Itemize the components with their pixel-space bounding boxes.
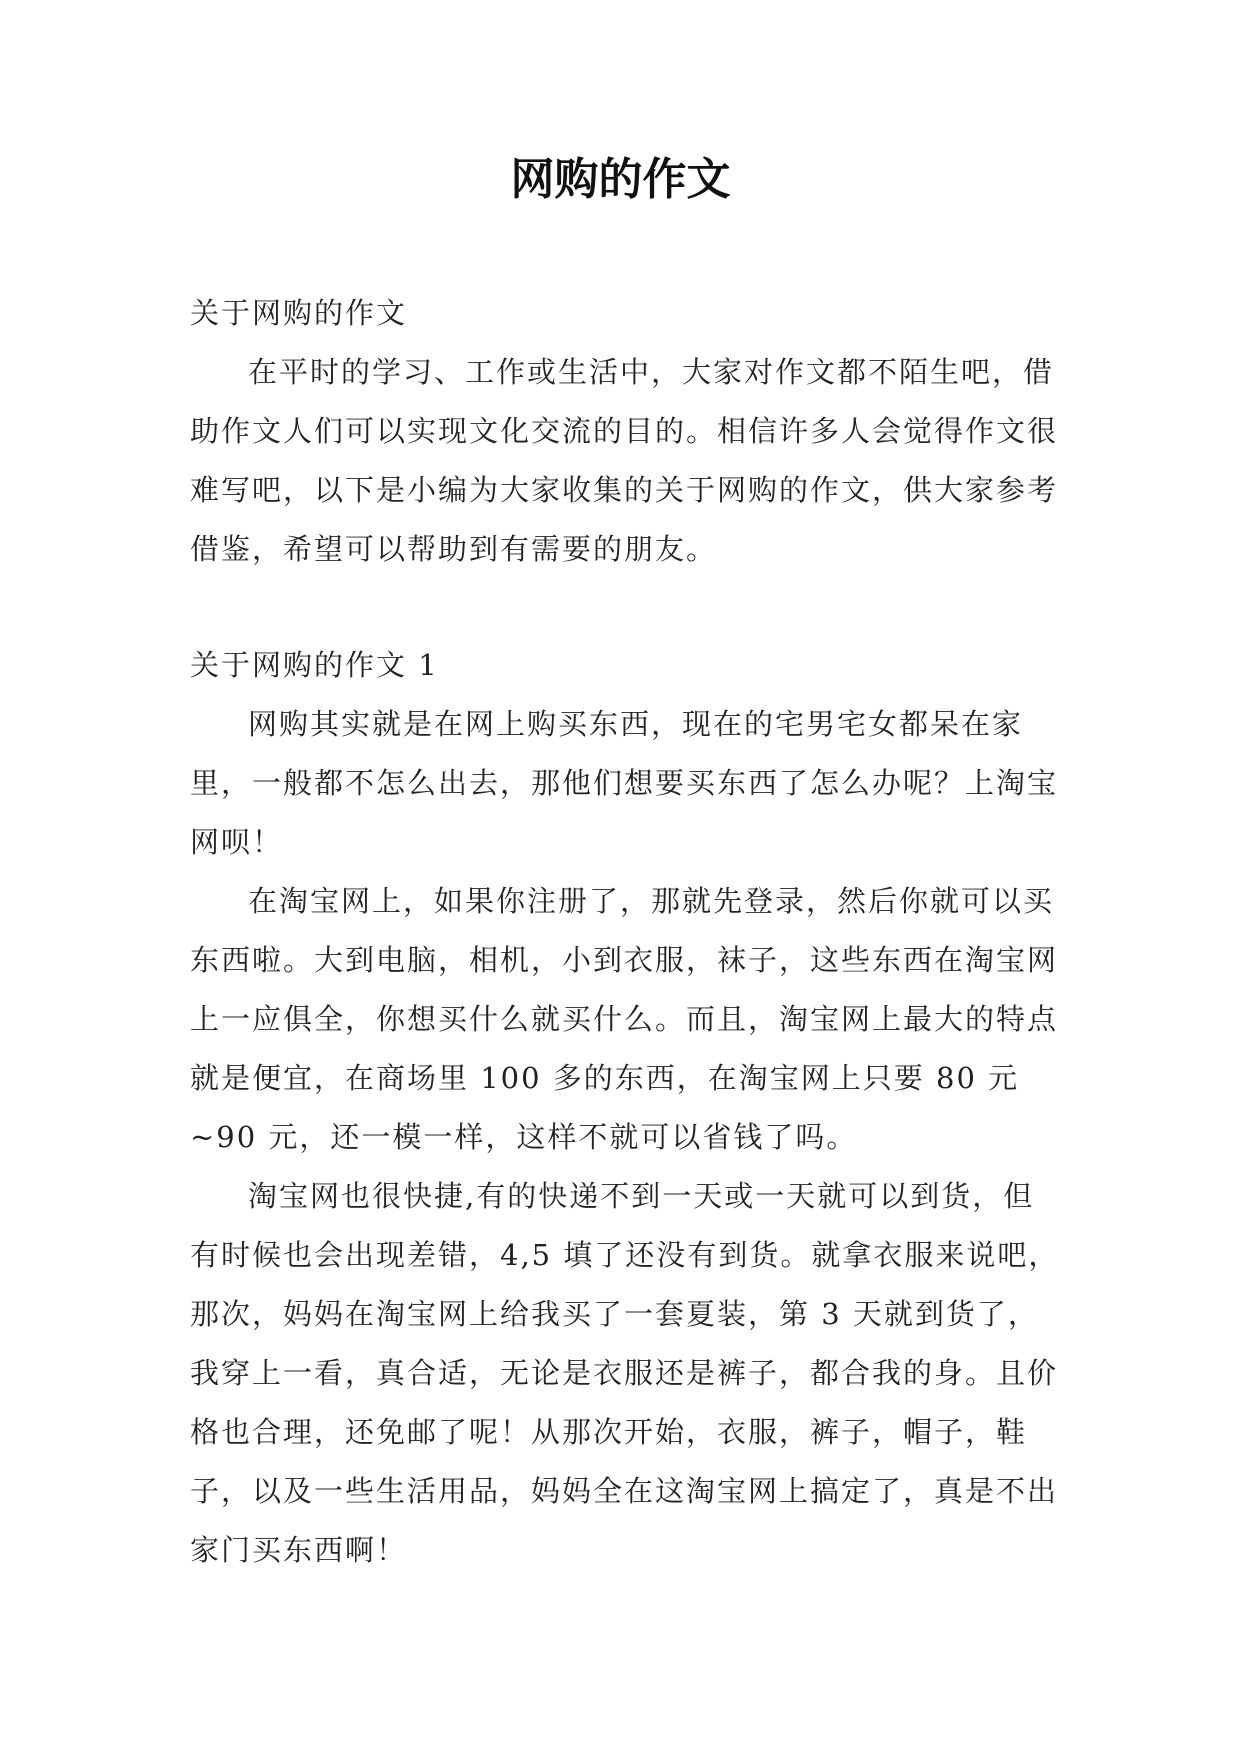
intro-section: [190, 284, 1060, 579]
document-title: 网购的作文: [510, 154, 731, 205]
essay-1-heading: 关于网购的作文 1: [190, 648, 439, 682]
essay-1-paragraph-1: 网购其实就是在网上购买东西，现在的宅男宅女都呆在家里，一般都不怎么出去，那他们想要买东西了怎么办呢？上淘宝网呗！: [190, 707, 1059, 859]
essay-1-section: [190, 636, 1060, 1580]
essay-1-paragraph-3: 淘宝网也很快捷,有的快递不到一天或一天就可以到货，但有时候也会出现差错，4,5 填了还没有到货。就拿衣服来说吧，那次，妈妈在淘宝网上给我买了一套夏装，第 3 天就到货了，我穿上一看，真合适，无论是衣服还是裤子，都合我的身。且价格也合理，还免邮了呢！从那次开始，衣服，裤子，帽子，鞋子，以及一些生活用品，妈妈全在这淘宝网上搞定了，真是不出家门买东西啊！: [190, 1179, 1060, 1567]
essay-1-paragraph-2: 在淘宝网上，如果你注册了，那就先登录，然后你就可以买东西啦。大到电脑，相机，小到衣服，袜子，这些东西在淘宝网上一应俱全，你想买什么就买什么。而且，淘宝网上最大的特点就是便宜，在商场里 100 多的东西，在淘宝网上只要 80 元~90 元，还一模一样，这样不就可以省钱了吗。: [190, 884, 1059, 1154]
intro-paragraph: 在平时的学习、工作或生活中，大家对作文都不陌生吧，借助作文人们可以实现文化交流的目的。相信许多人会觉得作文很难写吧，以下是小编为大家收集的关于网购的作文，供大家参考借鉴，希望可以帮助到有需要的朋友。: [190, 355, 1059, 566]
intro-heading: 关于网购的作文: [190, 296, 408, 330]
